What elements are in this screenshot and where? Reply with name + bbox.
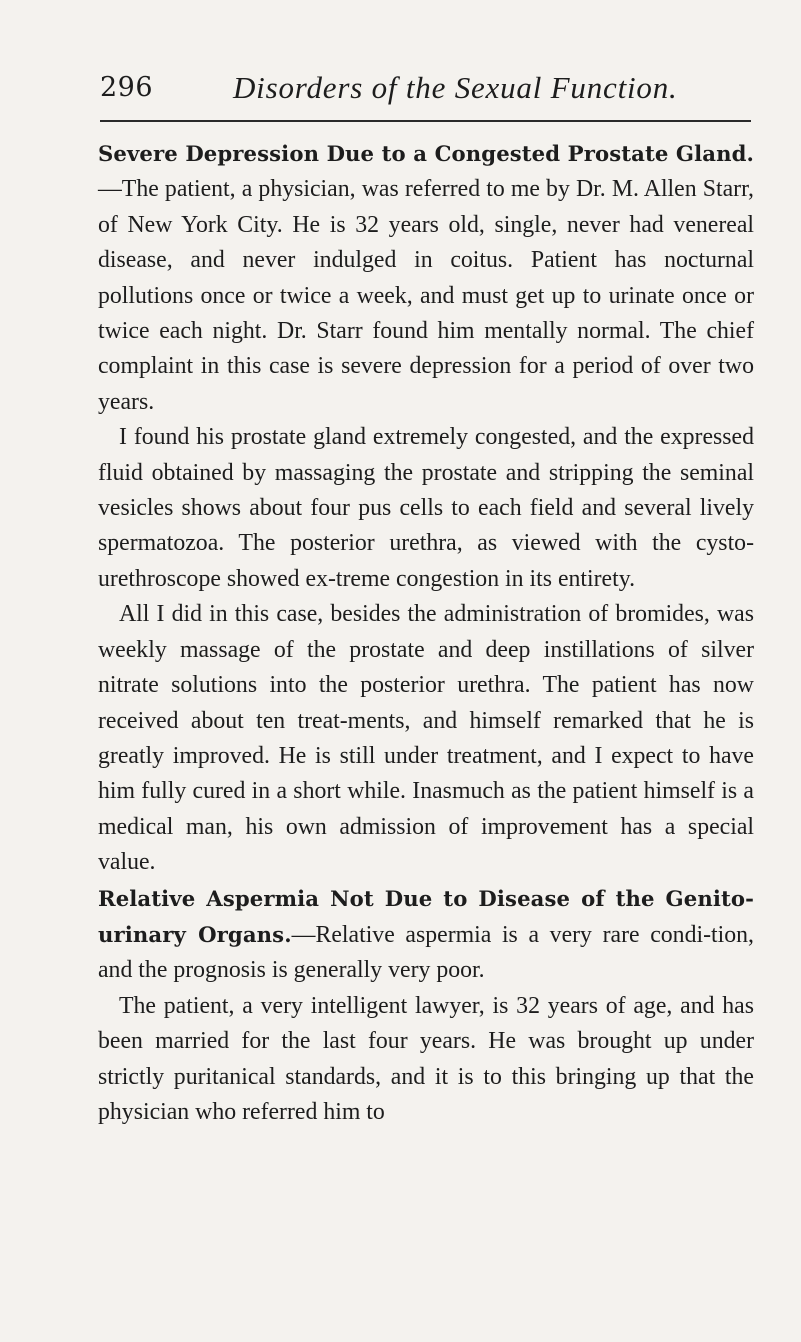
paragraph-text: All I did in this case, besides the administration of bromides, was weekly massage of the prostate and deep instillations of silver nitrate solutions into the posterior urethra. The patient has now received about ten treat-ments, and himself remarked that he is greatly improved. He is still under treatment, and I expect to have him fully cured in a short while. Inasmuch as the patient himself is a medical man, his own admission of improvement has a special value. [98, 601, 754, 876]
paragraph-text: I found his prostate gland extremely congested, and the expressed fluid obtained by massaging the prostate and stripping the seminal vesicles shows about four pus cells to each field and several lively spermatozoa. The posterior urethra, as viewed with the cysto-urethroscope showed ex-treme congestion in its entirety. [98, 424, 754, 592]
body-text [98, 136, 754, 1130]
paragraph-text: —The patient, a physician, was referred to me by Dr. M. Allen Starr, of New York City. He is 32 years old, single, never had venereal disease, and never indulged in coitus. Patient has nocturnal pollutions once or twice a week, and must get up to urinate once or twice each night. Dr. Starr found him mentally normal. The chief complaint in this case is severe depression for a period of over two years. [98, 176, 754, 415]
running-title: Disorders of the Sexual Function. [233, 70, 678, 105]
section-heading: Relative Aspermia Not Due to Disease of the Genito-urinary Organs. [98, 885, 754, 947]
paragraph [98, 881, 754, 989]
header-rule [100, 120, 751, 122]
section-heading: Severe Depression Due to a Congested Prostate Gland. [98, 141, 754, 166]
paragraph-text: The patient, a very intelligent lawyer, is 32 years of age, and has been married for the last four years. He was brought up under strictly puritanical standards, and it is to this bringing up that the physician who referred him to [98, 992, 754, 1125]
paragraph-text: —Relative aspermia is a very rare condi-tion, and the prognosis is generally very poor. [98, 921, 754, 984]
running-head [100, 70, 752, 110]
paragraph [98, 136, 754, 420]
paragraph [98, 989, 754, 1131]
page-number: 296 [100, 72, 154, 103]
paragraph [98, 597, 754, 880]
paragraph [98, 420, 754, 597]
